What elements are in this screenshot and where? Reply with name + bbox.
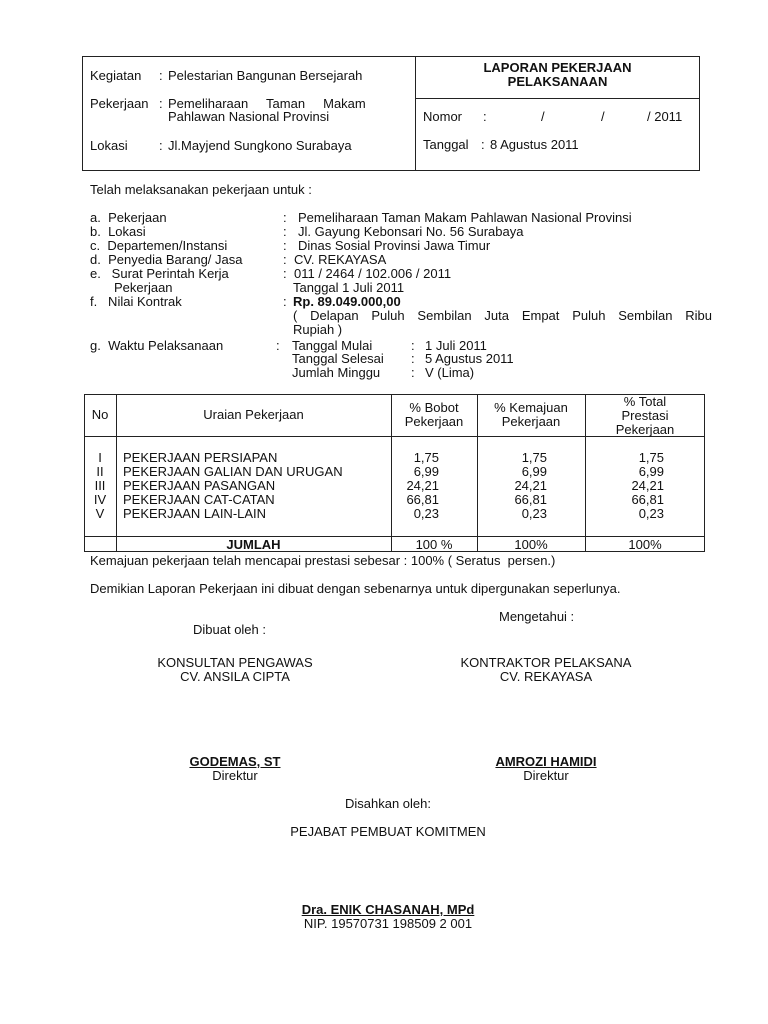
row-4-no: IV <box>93 492 107 507</box>
total-bobot: 100 % <box>415 537 453 552</box>
row-3-no: III <box>94 478 106 493</box>
detail-g-colon: : <box>276 338 280 353</box>
detail-d-value: CV. REKAYASA <box>294 252 387 267</box>
nomor-label: Nomor <box>423 109 463 124</box>
dibuat-oleh-label: Dibuat oleh : <box>193 622 266 637</box>
detail-f-colon: : <box>283 294 287 309</box>
pejabat-name: Dra. ENIK CHASANAH, MPd <box>301 902 475 917</box>
detail-d-label: d. Penyedia Barang/ Jasa <box>90 252 243 267</box>
header-title-underline <box>415 98 700 99</box>
row-4-uraian: PEKERJAAN CAT-CATAN <box>123 492 275 507</box>
intro-text: Telah melaksanakan pekerjaan untuk : <box>90 182 312 197</box>
detail-g-selesai-colon: : <box>411 351 415 366</box>
tanggal-value: 8 Agustus 2011 <box>490 137 579 152</box>
report-title-line2: PELAKSANAAN <box>507 74 608 89</box>
kegiatan-value: Pelestarian Bangunan Bersejarah <box>168 68 363 83</box>
th-total <box>585 395 705 437</box>
pekerjaan-value-line2: Pahlawan Nasional Provinsi <box>168 109 330 124</box>
table-total-separator <box>84 536 705 537</box>
nomor-colon: : <box>483 109 487 124</box>
detail-b-colon: : <box>283 224 287 239</box>
detail-a-value: Pemeliharaan Taman Makam Pahlawan Nasional Provinsi <box>298 210 632 225</box>
row-1-no: I <box>98 450 102 465</box>
pekerjaan-value-line1: Pemeliharaan Taman Makam <box>168 96 366 111</box>
th-uraian: Uraian Pekerjaan <box>203 407 304 422</box>
th-bobot <box>391 401 477 429</box>
statement-progress: Kemajuan pekerjaan telah mencapai prestasi sebesar : 100% ( Seratus persen.) <box>90 553 556 568</box>
row-3-bobot: 24,21 <box>406 478 439 493</box>
row-1-total: 1,75 <box>638 450 664 465</box>
detail-d-colon: : <box>283 252 287 267</box>
detail-a-label: a. Pekerjaan <box>90 210 167 225</box>
detail-f-words-line1: ( Delapan Puluh Sembilan Juta Empat Puluh Sembilan Ribu <box>293 308 712 323</box>
row-5-bobot: 0,23 <box>413 506 439 521</box>
right-company: CV. REKAYASA <box>499 669 593 684</box>
right-org: KONTRAKTOR PELAKSANA <box>460 655 632 670</box>
detail-e-colon: : <box>283 266 287 281</box>
row-5-total: 0,23 <box>638 506 664 521</box>
row-2-uraian: PEKERJAAN GALIAN DAN URUGAN <box>123 464 343 479</box>
row-3-kemajuan: 24,21 <box>514 478 547 493</box>
detail-g-mulai-label: Tanggal Mulai <box>292 338 373 353</box>
row-5-uraian: PEKERJAAN LAIN-LAIN <box>123 506 267 521</box>
th-kemajuan-line1: % Kemajuan <box>494 400 568 415</box>
row-2-total: 6,99 <box>638 464 664 479</box>
th-total-line3: Pekerjaan <box>615 422 675 437</box>
row-3-uraian: PEKERJAAN PASANGAN <box>123 478 276 493</box>
pejabat-nip: NIP. 19570731 198509 2 001 <box>303 916 473 931</box>
lokasi-value: Jl.Mayjend Sungkono Surabaya <box>168 138 352 153</box>
total-kemajuan: 100% <box>514 537 548 552</box>
detail-e-value: 011 / 2464 / 102.006 / 2011 <box>294 266 452 281</box>
report-title <box>415 61 700 89</box>
row-5-kemajuan: 0,23 <box>521 506 547 521</box>
row-3-total: 24,21 <box>631 478 664 493</box>
detail-f-words-line2: Rupiah ) <box>293 322 343 337</box>
row-4-kemajuan: 66,81 <box>514 492 547 507</box>
detail-a-colon: : <box>283 210 287 225</box>
th-bobot-line2: Pekerjaan <box>404 414 464 429</box>
left-company: CV. ANSILA CIPTA <box>180 669 290 684</box>
th-bobot-line1: % Bobot <box>409 400 459 415</box>
row-2-kemajuan: 6,99 <box>521 464 547 479</box>
row-4-bobot: 66,81 <box>406 492 439 507</box>
right-signatory-name: AMROZI HAMIDI <box>495 754 597 769</box>
detail-g-minggu-label: Jumlah Minggu <box>292 365 381 380</box>
row-1-bobot: 1,75 <box>413 450 439 465</box>
detail-g-mulai-value: 1 Juli 2011 <box>425 338 487 353</box>
detail-e-label: e. Surat Perintah Kerja <box>90 266 229 281</box>
disahkan-oleh-label: Disahkan oleh: <box>345 796 431 811</box>
statement-closing: Demikian Laporan Pekerjaan ini dibuat dengan sebenarnya untuk dipergunakan seperlunya. <box>90 581 621 596</box>
detail-f-value: Rp. 89.049.000,00 <box>293 294 401 309</box>
th-kemajuan-line2: Pekerjaan <box>501 414 561 429</box>
row-5-no: V <box>95 506 105 521</box>
detail-g-minggu-value: V (Lima) <box>425 365 475 380</box>
left-signatory-name: GODEMAS, ST <box>189 754 281 769</box>
lokasi-label: Lokasi <box>90 138 128 153</box>
detail-c-colon: : <box>283 238 287 253</box>
kegiatan-colon: : <box>159 68 163 83</box>
report-title-line1: LAPORAN PEKERJAAN <box>483 60 632 75</box>
detail-f-label: f. Nilai Kontrak <box>90 294 182 309</box>
detail-g-selesai-value: 5 Agustus 2011 <box>425 351 514 366</box>
pekerjaan-colon: : <box>159 96 163 111</box>
kegiatan-label: Kegiatan <box>90 68 142 83</box>
detail-e-value2: Tanggal 1 Juli 2011 <box>293 280 405 295</box>
pejabat-label: PEJABAT PEMBUAT KOMITMEN <box>290 824 486 839</box>
detail-b-value: Jl. Gayung Kebonsari No. 56 Surabaya <box>298 224 524 239</box>
right-signatory-title: Direktur <box>523 768 569 783</box>
th-no: No <box>91 407 109 422</box>
row-2-no: II <box>96 464 104 479</box>
nomor-sep2: / <box>601 109 605 124</box>
total-label: JUMLAH <box>226 537 281 552</box>
row-2-bobot: 6,99 <box>413 464 439 479</box>
pekerjaan-label: Pekerjaan <box>90 96 149 111</box>
total-total: 100% <box>628 537 662 552</box>
nomor-sep1: / <box>541 109 545 124</box>
detail-c-label: c. Departemen/Instansi <box>90 238 228 253</box>
nomor-year: / 2011 <box>647 109 683 124</box>
tanggal-label: Tanggal <box>423 137 469 152</box>
left-signatory-title: Direktur <box>212 768 258 783</box>
detail-g-label: g. Waktu Pelaksanaan <box>90 338 224 353</box>
th-kemajuan <box>477 401 585 429</box>
mengetahui-label: Mengetahui : <box>499 609 575 624</box>
th-total-line2: Prestasi <box>621 408 669 423</box>
row-4-total: 66,81 <box>631 492 664 507</box>
detail-e-label2: Pekerjaan <box>114 280 173 295</box>
detail-g-minggu-colon: : <box>411 365 415 380</box>
row-1-uraian: PEKERJAAN PERSIAPAN <box>123 450 278 465</box>
detail-g-selesai-label: Tanggal Selesai <box>292 351 384 366</box>
lokasi-colon: : <box>159 138 163 153</box>
detail-b-label: b. Lokasi <box>90 224 146 239</box>
tanggal-colon: : <box>481 137 485 152</box>
row-1-kemajuan: 1,75 <box>521 450 547 465</box>
detail-c-value: Dinas Sosial Provinsi Jawa Timur <box>298 238 491 253</box>
th-total-line1: % Total <box>623 394 667 409</box>
left-org: KONSULTAN PENGAWAS <box>157 655 313 670</box>
detail-g-mulai-colon: : <box>411 338 415 353</box>
